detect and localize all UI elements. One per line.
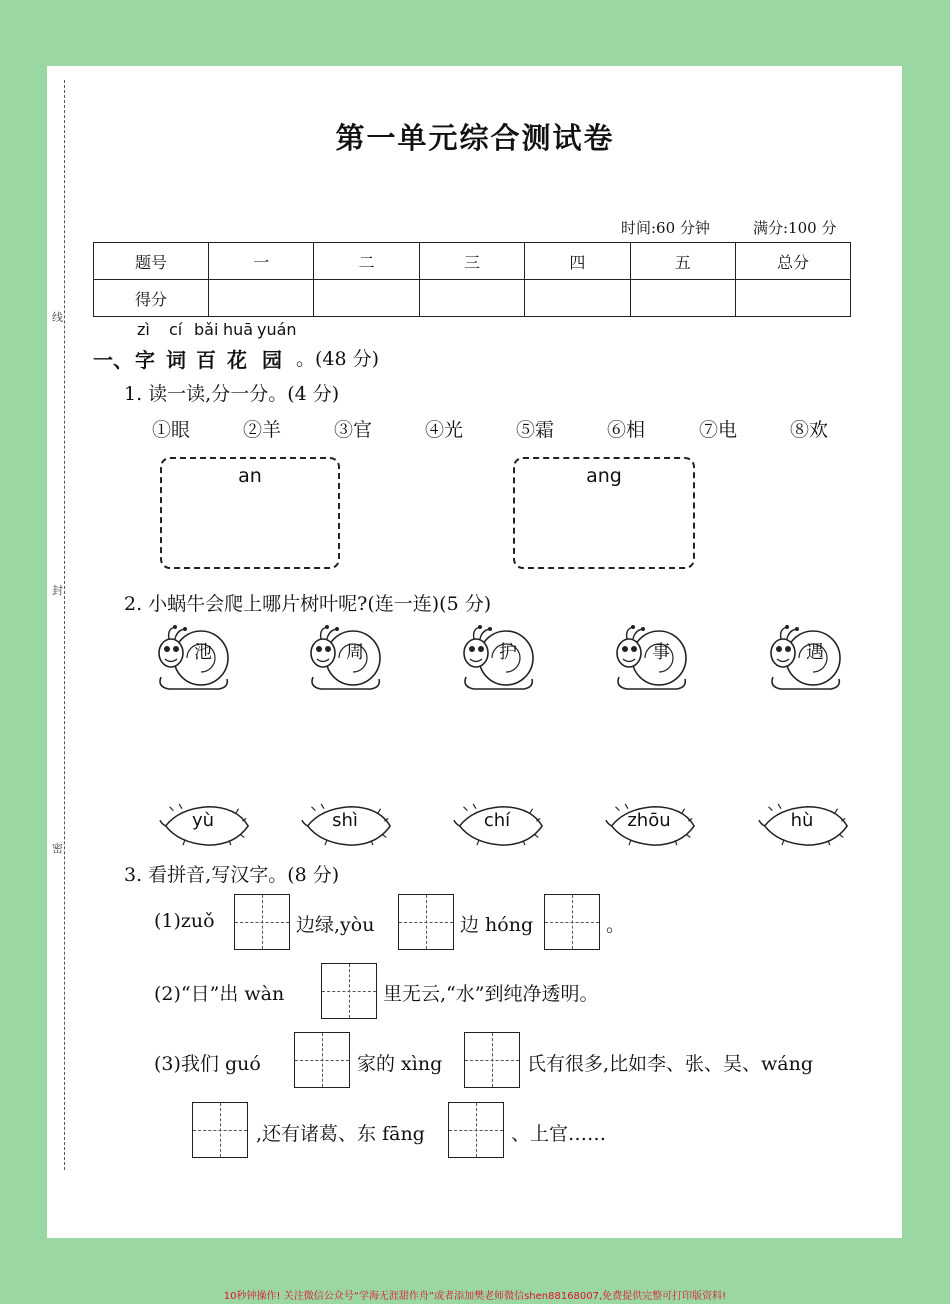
q1-option: ⑧欢	[790, 419, 829, 441]
score-header-cell: 总分	[736, 243, 851, 280]
section1-char-5: 园	[262, 348, 282, 372]
footer-promo: 10秒钟操作! 关注微信公众号“学海无涯甜作舟”或者添加樊老师微信shen88168007,免费提供完整可打印版资料!	[223, 1291, 727, 1302]
score-header-cell: 题号	[94, 243, 209, 280]
leaf-pinyin: shì	[332, 810, 358, 831]
score-header-cell: 二	[314, 243, 419, 280]
char-grid-box[interactable]	[234, 894, 290, 950]
section1-suffix: 。(48 分)	[296, 348, 380, 370]
char-grid-box[interactable]	[192, 1102, 248, 1158]
section1-prefix: 一、	[93, 348, 133, 372]
score-header-cell: 一	[209, 243, 314, 280]
score-cell[interactable]	[419, 280, 524, 317]
q1-answer-box-ang[interactable]	[513, 457, 695, 569]
snail-1[interactable]	[155, 625, 235, 695]
snail-char: 护	[499, 642, 517, 663]
char-grid-box[interactable]	[464, 1032, 520, 1088]
full-score: 满分:100 分	[753, 219, 837, 237]
leaf-5[interactable]	[757, 800, 851, 850]
score-cell[interactable]	[314, 280, 419, 317]
q1-title: 1. 读一读,分一分。(4 分)	[124, 383, 340, 405]
q1-option: ③官	[334, 419, 373, 441]
snail-char: 事	[652, 642, 670, 663]
q3-title: 3. 看拼音,写汉字。(8 分)	[124, 864, 340, 886]
snail-2[interactable]	[307, 625, 387, 695]
q3-line3-text-c: 氏有很多,比如李、张、吴、wáng	[527, 1053, 814, 1075]
score-cell[interactable]	[525, 280, 630, 317]
q1-option: ⑥相	[607, 419, 646, 441]
q3-line2-text-a: (2)“日”出 wàn	[154, 983, 285, 1005]
q3-line2-text-b: 里无云,“水”到纯净透明。	[383, 983, 599, 1005]
leaf-pinyin: zhōu	[627, 810, 671, 831]
snail-char: 池	[194, 642, 212, 663]
q3-line1-text-c: 边 hóng	[460, 914, 534, 936]
snail-5[interactable]	[767, 625, 847, 695]
leaf-3[interactable]	[452, 800, 546, 850]
q2-title: 2. 小蜗牛会爬上哪片树叶呢?(连一连)(5 分)	[124, 593, 492, 615]
score-header-cell: 五	[630, 243, 735, 280]
q1-option: ②羊	[243, 419, 282, 441]
snail-3[interactable]	[460, 625, 540, 695]
q1-option: ⑤霜	[516, 419, 555, 441]
leaf-4[interactable]	[604, 800, 698, 850]
q3-line3-text-b: 家的 xìng	[357, 1053, 443, 1075]
score-header-cell: 三	[419, 243, 524, 280]
binding-label-seal: 封	[52, 584, 63, 597]
page-title: 第一单元综合测试卷	[335, 121, 615, 155]
leaf-pinyin: chí	[483, 810, 511, 831]
section1-char-3: 百	[196, 348, 216, 372]
section1-pinyin-2: cí	[169, 320, 183, 339]
char-grid-box[interactable]	[294, 1032, 350, 1088]
q3-line3-text-a: (3)我们 guó	[154, 1053, 261, 1075]
section1-pinyin-3: bǎi	[194, 320, 219, 339]
q1-box-label-an: an	[238, 465, 262, 487]
q3-line1-text-a: (1)zuǒ	[154, 910, 215, 932]
q3-line4-text-a: ,还有诸葛、东 fāng	[256, 1123, 425, 1145]
score-cell[interactable]	[209, 280, 314, 317]
score-cell[interactable]	[630, 280, 735, 317]
score-table	[93, 242, 851, 317]
leaf-2[interactable]	[300, 800, 394, 850]
score-row-label: 得分	[94, 280, 209, 317]
leaf-1[interactable]	[158, 800, 252, 850]
q1-answer-box-an[interactable]	[160, 457, 340, 569]
exam-time: 时间:60 分钟	[621, 219, 710, 237]
q3-line1-text-b: 边绿,yòu	[296, 914, 375, 936]
binding-line	[64, 80, 65, 1170]
section1-pinyin-4: huā	[223, 320, 254, 339]
binding-label-secret: 密	[52, 842, 63, 855]
q1-option: ①眼	[152, 419, 191, 441]
section1-pinyin-5: yuán	[257, 320, 297, 339]
q3-line4-text-b: 、上官……	[511, 1123, 607, 1145]
section1-char-1: 字	[135, 348, 155, 372]
score-header-cell: 四	[525, 243, 630, 280]
q1-box-label-ang: ang	[586, 465, 622, 487]
leaf-pinyin: hù	[790, 810, 814, 831]
q1-option: ④光	[425, 419, 464, 441]
section1-char-2: 词	[166, 348, 186, 372]
snail-char: 周	[346, 642, 364, 663]
binding-label-line: 线	[52, 311, 63, 324]
char-grid-box[interactable]	[544, 894, 600, 950]
char-grid-box[interactable]	[321, 963, 377, 1019]
section1-char-4: 花	[227, 348, 247, 372]
score-table-header-row	[94, 243, 851, 280]
leaf-pinyin: yù	[191, 810, 215, 831]
q1-option: ⑦电	[699, 419, 738, 441]
q3-line1-text-d: 。	[606, 914, 626, 936]
char-grid-box[interactable]	[398, 894, 454, 950]
snail-char: 遇	[806, 642, 824, 663]
char-grid-box[interactable]	[448, 1102, 504, 1158]
snail-4[interactable]	[613, 625, 693, 695]
section1-pinyin-1: zì	[137, 320, 150, 339]
score-cell[interactable]	[736, 280, 851, 317]
score-table-score-row	[94, 280, 851, 317]
